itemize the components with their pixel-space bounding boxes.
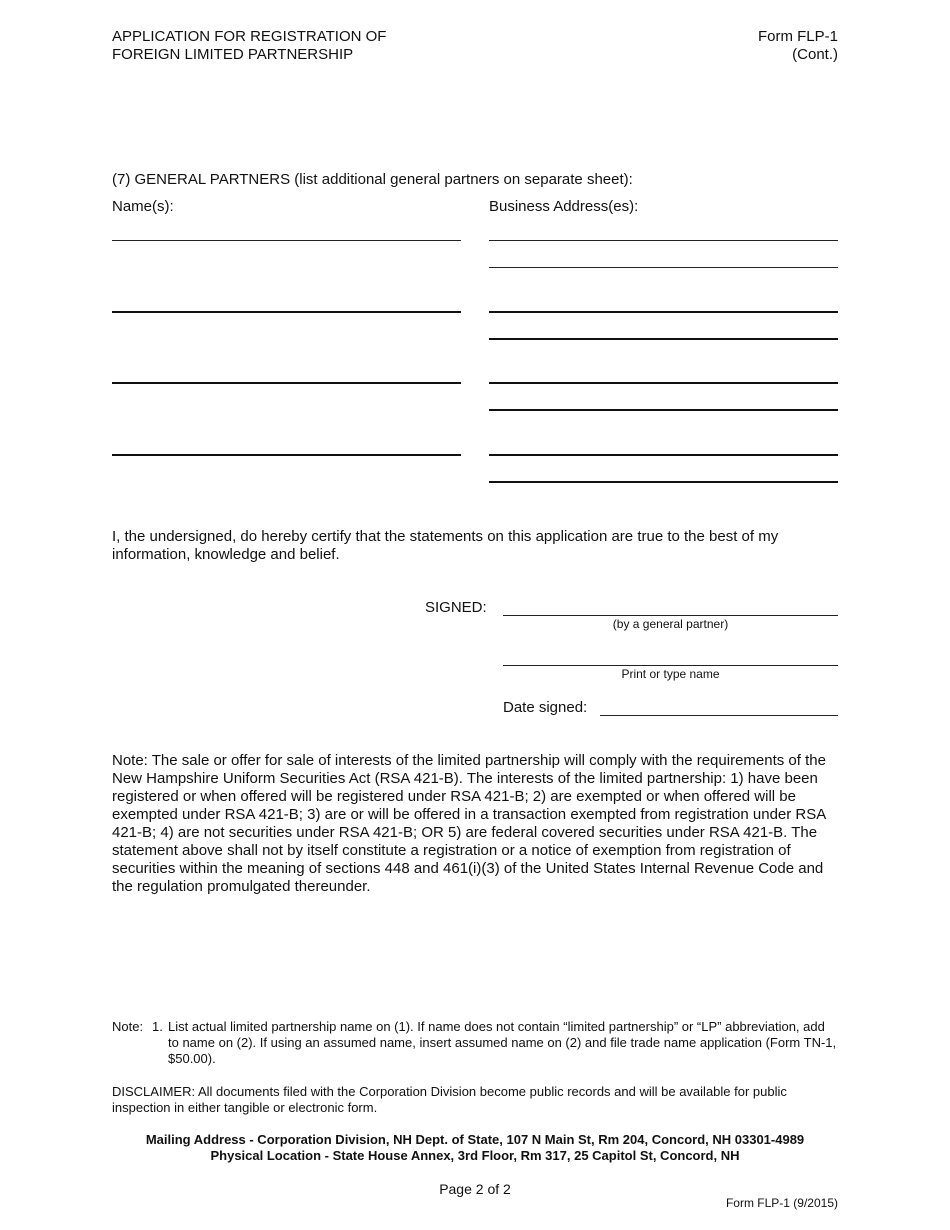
securities-note: Note: The sale or offer for sale of interests of the limited partnership will comply with the requirements of the New Hampshire Uniform Securities Act (RSA 421-B). The interests of the limited partnership: 1) have been registered or when offered will be registered under RSA 421-B; 2) are exempted or when offered will be exempted under RSA 421-B; 3) are or will be offered in a transaction exempted from registration under RSA 421-B; 4) are not securities under RSA 421-B; OR 5) are federal covered securities under RSA 421-B. The statement above shall not by itself constitute a registration or a notice of exemption from registration of securities within the meaning of sections 448 and 461(i)(3) of the United States Internal Revenue Code and the regulation promulgated thereunder.: [112, 752, 826, 895]
partner-name-field-2[interactable]: [112, 311, 461, 313]
addresses-label: Business Address(es):: [489, 198, 639, 215]
date-signed-label: Date signed:: [503, 699, 588, 716]
partner-name-field-4[interactable]: [112, 454, 461, 456]
form-version: Form FLP-1 (9/2015): [725, 1196, 838, 1210]
mailing-address: Mailing Address - Corporation Division, NH Dept. of State, 107 N Main St, Rm 204, Concord, NH 03301-4989: [145, 1132, 805, 1147]
signed-label: SIGNED:: [425, 599, 487, 616]
partner-name-field-1[interactable]: [112, 240, 461, 241]
certification-text: I, the undersigned, do hereby certify that the statements on this application are true to the best of my information, knowledge and belief.: [112, 528, 779, 563]
partner-address-field-1a[interactable]: [489, 240, 838, 241]
form-title: [112, 28, 386, 64]
form-id-line2: (Cont.): [792, 46, 838, 63]
footer-note-text: List actual limited partnership name on (1). If name does not contain “limited partnership” or “LP” abbreviation, add to name on (2). If using an assumed name, insert assumed name on (2) and file trade name application (Form TN-1, $50.00).: [168, 1019, 837, 1066]
partner-address-field-2b[interactable]: [489, 338, 838, 340]
partner-address-field-3a[interactable]: [489, 382, 838, 384]
names-label: Name(s):: [112, 198, 174, 215]
signed-caption: (by a general partner): [612, 617, 729, 631]
partner-address-field-2a[interactable]: [489, 311, 838, 313]
partners-heading: (7) GENERAL PARTNERS (list additional general partners on separate sheet):: [112, 171, 633, 188]
form-id: [758, 28, 838, 64]
partner-address-field-1b[interactable]: [489, 267, 838, 268]
print-name-field[interactable]: [503, 665, 838, 666]
form-id-line1: Form FLP-1: [757, 28, 838, 45]
partner-address-field-4b[interactable]: [489, 481, 838, 483]
print-name-caption: Print or type name: [621, 667, 720, 681]
physical-location: Physical Location - State House Annex, 3rd Floor, Rm 317, 25 Capitol St, Concord, NH: [210, 1148, 740, 1163]
footer-note: [112, 1019, 838, 1067]
signature-field[interactable]: [503, 615, 838, 616]
date-signed-field[interactable]: [600, 715, 838, 716]
partner-address-field-4a[interactable]: [489, 454, 838, 456]
partner-address-field-3b[interactable]: [489, 409, 838, 411]
disclaimer: DISCLAIMER: All documents filed with the Corporation Division become public records and will be available for public inspection in either tangible or electronic form.: [112, 1084, 787, 1115]
form-title-line2: FOREIGN LIMITED PARTNERSHIP: [112, 46, 354, 63]
page-number: Page 2 of 2: [439, 1181, 511, 1197]
form-title-line1: APPLICATION FOR REGISTRATION OF: [112, 28, 387, 45]
footer-note-number: 1.: [152, 1019, 163, 1034]
partner-name-field-3[interactable]: [112, 382, 461, 384]
footer-note-label: Note:: [112, 1019, 144, 1034]
